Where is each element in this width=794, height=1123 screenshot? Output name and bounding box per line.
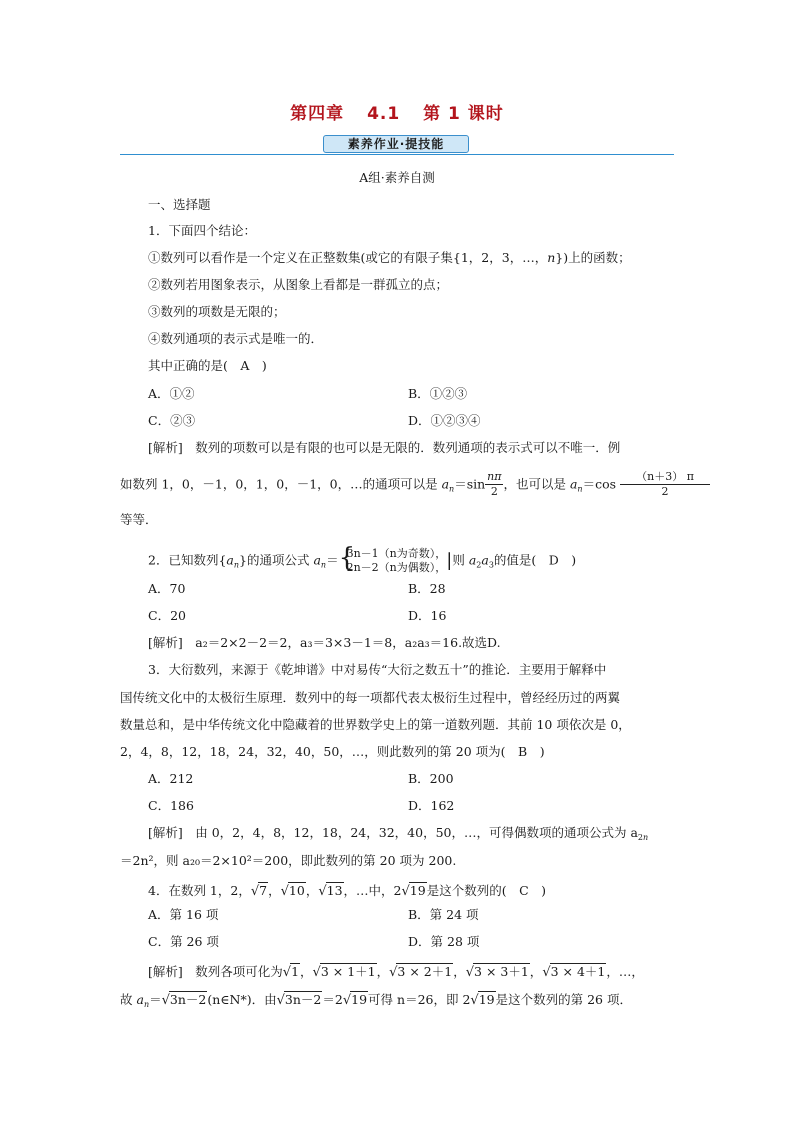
fraction-n-pi-over-2: $\frac{n\pi}{2}$ <box>487 470 502 499</box>
q4-stem: 4．在数列 1，2，√7，√10，√13，…中，2√19是这个数列的( C ) <box>148 883 547 899</box>
chapter-label: 第四章 <box>290 104 345 124</box>
q1-statement-3: ③数列的项数是无限的； <box>148 304 286 319</box>
q4-analysis-line-2: 故 $a_n=√3n-2(n\in N*)$．由√3n－2＝2√19可得 n＝26，即 2√19是这个数列的第 26 项． <box>120 992 632 1009</box>
q3-option-a: A．212 <box>148 771 194 786</box>
q3-option-b: B．200 <box>408 771 454 786</box>
fraction-n-plus-3-pi-over-2: $\frac{(n+3) \pi}{2}$ <box>620 470 710 500</box>
q3-stem-line-2: 国传统文化中的太极衍生原理．数列中的每一项都代表太极衍生过程中，曾经经历过的两翼 <box>120 690 621 705</box>
q1-option-d: D．①②③④ <box>408 413 481 428</box>
q2-option-b: B．28 <box>408 581 446 596</box>
q1-stem: 1．下面四个结论： <box>148 223 256 238</box>
section-banner: 素养作业·提技能 <box>323 135 469 153</box>
q2-option-a: A．70 <box>148 581 186 596</box>
q2-option-d: D．16 <box>408 608 447 623</box>
q1-statement-4: ④数列通项的表示式是唯一的． <box>148 331 324 346</box>
q3-stem-line-1: 3．大衍数列，来源于《乾坤谱》中对易传“大衍之数五十”的推论．主要用于解释中 <box>148 662 607 677</box>
q1-statement-2: ②数列若用图象表示，从图象上看都是一群孤立的点； <box>148 277 449 292</box>
banner-rule <box>120 154 674 155</box>
q3-stem-line-3: 数量总和，是中华传统文化中隐藏着的世界数学史上的第一道数列题．其前 10 项依次是 0， <box>120 717 631 732</box>
section-label: 4.1 <box>367 104 401 124</box>
q3-option-c: C．186 <box>148 798 194 813</box>
q1-analysis-line-2: 如数列 1，0，－1，0，1，0，－1，0，…的通项可以是 $a_n=\sin$ $\frac{n\pi}{2}$ ，也可以是 $a_n=\cos$ $\frac{(n+3) \pi}{2}$ <box>120 470 710 500</box>
q2-analysis: [解析] a₂＝2×2－2＝2，a₃＝3×3－1＝8，a₂a₃＝16.故选D. <box>148 635 501 650</box>
q3-option-d: D．162 <box>408 798 455 813</box>
q3-stem-line-4: 2，4，8，12，18，24，32，40，50，…，则此数列的第 20 项为( B ) <box>120 744 545 759</box>
group-heading: A组·素养自测 <box>359 170 435 185</box>
q4-option-d: D．第 28 项 <box>408 934 480 949</box>
q4-analysis-line-1: [解析] 数列各项可化为√1，√3 × 1＋1，√3 × 2＋1，√3 × 3＋1，√3 × 4＋1，…， <box>148 964 644 980</box>
q1-option-c: C．②③ <box>148 413 196 428</box>
q4-option-b: B．第 24 项 <box>408 907 479 922</box>
q1-option-b: B．①②③ <box>408 386 468 401</box>
q4-option-c: C．第 26 项 <box>148 934 219 949</box>
q3-analysis-line-1: [解析] 由 0，2，4，8，12，18，24，32，40，50，…，可得偶数项的通项公式为 $a_{2n}$ <box>148 825 649 842</box>
piecewise-formula: { 3n－1（n为奇数）， 2n－2（n为偶数）， <box>338 543 447 574</box>
q1-statement-1: ①数列可以看作是一个定义在正整数集(或它的有限子集{1，2，3，…，n})上的函数； <box>148 250 631 265</box>
q1-question: 其中正确的是( A ) <box>148 358 267 373</box>
page-title <box>0 99 794 124</box>
q3-analysis-line-2: ＝2n²，则 a₂₀＝2×10²＝200，即此数列的第 20 项为 200. <box>120 853 457 868</box>
q1-analysis-line-1: [解析] 数列的项数可以是有限的也可以是无限的．数列通项的表示式可以不唯一．例 <box>148 440 621 455</box>
q1-analysis-line-3: 等等． <box>120 512 158 527</box>
q4-option-a: A．第 16 项 <box>148 907 219 922</box>
lesson-label: 第 1 课时 <box>423 104 504 124</box>
q1-option-a: A．①② <box>148 386 195 401</box>
section-heading: 一、选择题 <box>148 197 211 212</box>
q2-option-c: C．20 <box>148 608 186 623</box>
q2-stem: 2．已知数列$\{a_n\}$的通项公式 $a_n=$ { 3n－1（n为奇数）， 2n－2（n为偶数）， |则 $a_2a_3$的值是( D ) <box>148 543 577 574</box>
